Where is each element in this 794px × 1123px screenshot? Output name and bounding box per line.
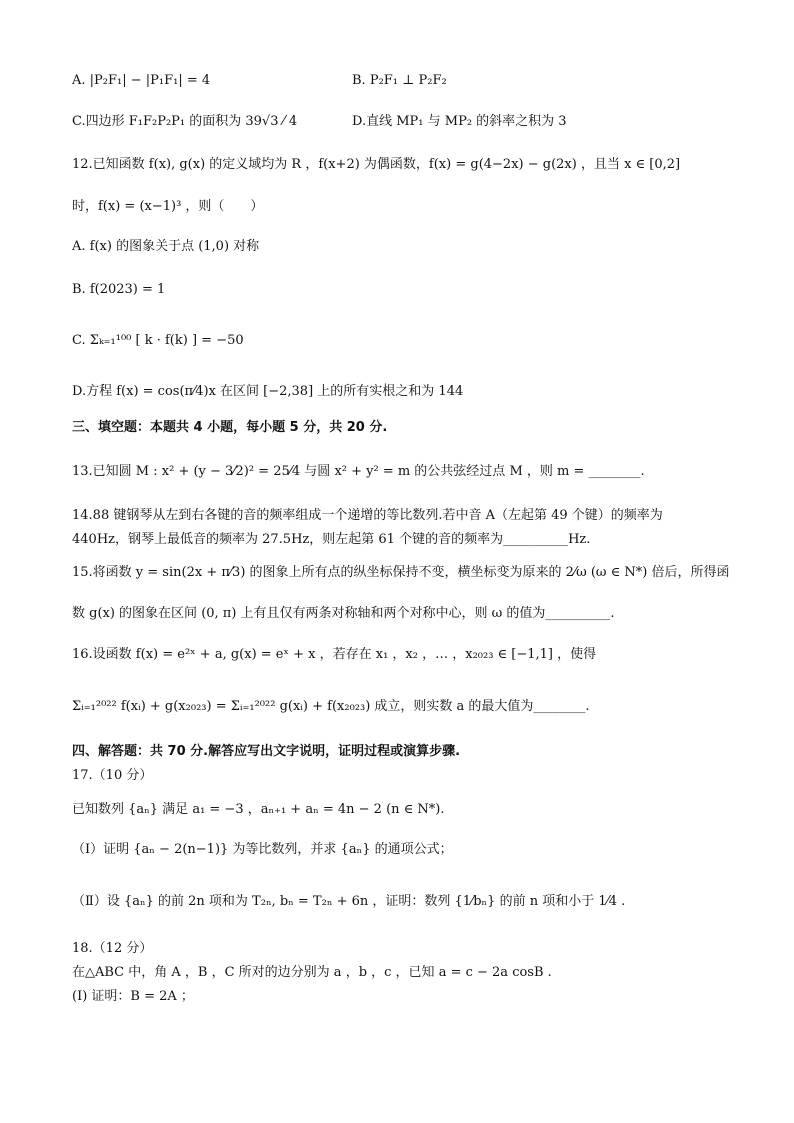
q16-line1: 16.设函数 f(x) = e²ˣ + a, g(x) = eˣ + x ，若存在 x₁ ，x₂ ，… ，x₂₀₂₃ ∈ [−1,1] ，使得 <box>72 647 597 662</box>
q14-line2: 440Hz，钢琴上最低音的频率为 27.5Hz，则左起第 61 个键的音的频率为__________Hz. <box>72 532 591 547</box>
q17-stem: 已知数列 {aₙ} 满足 a₁ = −3 ，aₙ₊₁ + aₙ = 4n − 2 (n ∈ N*). <box>72 802 445 817</box>
q18-stem: 在△ABC 中，角 A ，B ，C 所对的边分别为 a ，b ，c ，已知 a = c − 2a cosB . <box>72 965 552 980</box>
section-4-heading: 四、解答题：共 70 分.解答应写出文字说明，证明过程或演算步骤. <box>72 744 461 759</box>
q11-option-b: B. P₂F₁ ⊥ P₂F₂ <box>352 73 447 88</box>
section-3-heading: 三、填空题：本题共 4 小题，每小题 5 分，共 20 分. <box>72 420 388 435</box>
q14-line1: 14.88 键钢琴从左到右各键的音的频率组成一个递增的等比数列.若中音 A（左起第 49 个键）的频率为 <box>72 508 663 523</box>
q13: 13.已知圆 M : x² + (y − 3⁄2)² = 25⁄4 与圆 x² + y² = m 的公共弦经过点 M ，则 m = ________. <box>72 464 645 479</box>
q17-part-2: （Ⅱ）设 {aₙ} 的前 2n 项和为 T₂ₙ, bₙ = T₂ₙ + 6n ，证明：数列 {1⁄bₙ} 的前 n 项和小于 1⁄4 . <box>72 894 626 909</box>
q12-option-b: B. f(2023) = 1 <box>72 282 166 297</box>
q12-option-a: A. f(x) 的图象关于点 (1,0) 对称 <box>72 239 260 254</box>
q17-score: 17.（10 分） <box>72 768 153 783</box>
q12-stem-line2: 时，f(x) = (x−1)³ ，则（ ） <box>72 199 264 214</box>
q12-option-d: D.方程 f(x) = cos(π⁄4)x 在区间 [−2,38] 上的所有实根之和为 144 <box>72 384 464 399</box>
q11-option-a: A. |P₂F₁| − |P₁F₁| = 4 <box>72 73 211 88</box>
q16-line2: Σᵢ₌₁²⁰²² f(xᵢ) + g(x₂₀₂₃) = Σᵢ₌₁²⁰²² g(xᵢ) + f(x₂₀₂₃) 成立，则实数 a 的最大值为________. <box>72 699 590 714</box>
q11-option-c: C.四边形 F₁F₂P₂P₁ 的面积为 39√3 ⁄ 4 <box>72 114 298 129</box>
q12-stem-line1: 12.已知函数 f(x), g(x) 的定义域均为 R ，f(x+2) 为偶函数，f(x) = g(4−2x) − g(2x) ，且当 x ∈ [0,2] <box>72 157 681 172</box>
q12-option-c: C. Σₖ₌₁¹⁰⁰ [ k · f(k) ] = −50 <box>72 333 244 348</box>
q18-part-1: (I) 证明：B = 2A ； <box>72 989 194 1004</box>
q17-part-1: （Ⅰ）证明 {aₙ − 2(n−1)} 为等比数列，并求 {aₙ} 的通项公式； <box>72 842 453 857</box>
q18-score: 18.（12 分） <box>72 941 153 956</box>
q15-line1: 15.将函数 y = sin(2x + π⁄3) 的图象上所有点的纵坐标保持不变，横坐标变为原来的 2⁄ω (ω ∈ N*) 倍后，所得函 <box>72 565 730 580</box>
q11-option-d: D.直线 MP₁ 与 MP₂ 的斜率之积为 3 <box>352 114 567 129</box>
q15-line2: 数 g(x) 的图象在区间 (0, π) 上有且仅有两条对称轴和两个对称中心，则 ω 的值为__________. <box>72 606 615 621</box>
